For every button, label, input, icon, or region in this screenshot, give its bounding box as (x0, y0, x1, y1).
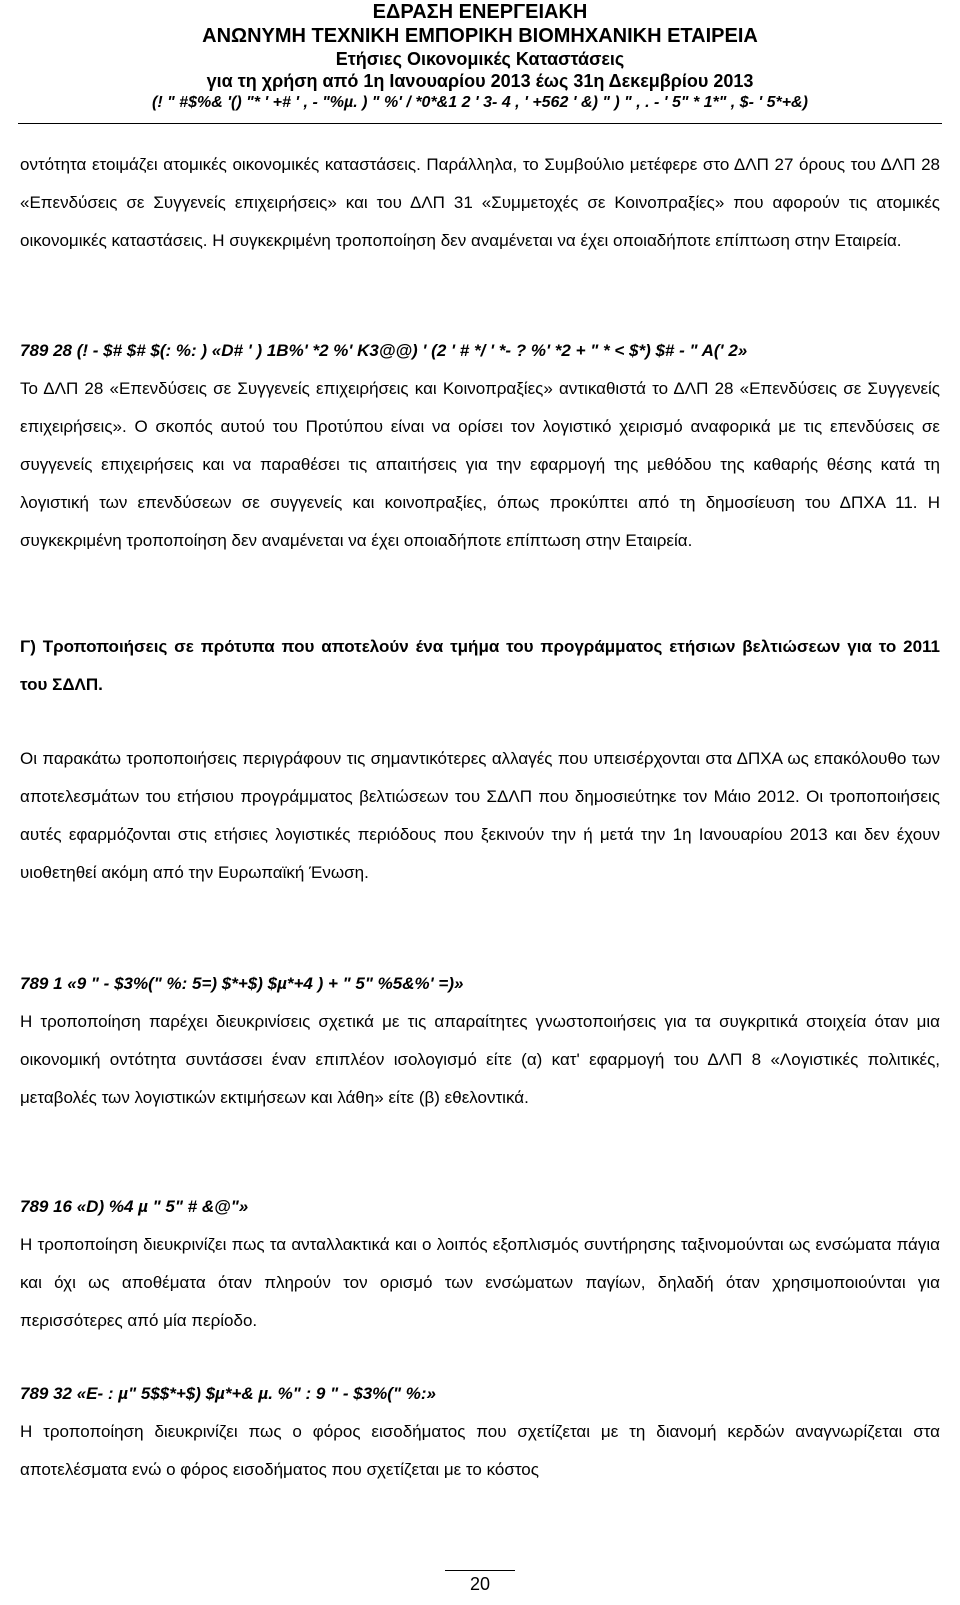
company-type-line: ΑΝΩΝΥΜΗ ΤΕΧΝΙΚΗ ΕΜΠΟΡΙΚΗ ΒΙΟΜΗΧΑΝΙΚΗ ΕΤΑΙΡΕΙΑ (202, 25, 758, 47)
report-title: Ετήσιες Οικονομικές Καταστάσεις (335, 49, 625, 69)
paragraph-annual-improvements: Οι παρακάτω τροποποιήσεις περιγράφουν τις σημαντικότερες αλλαγές που υπεισέρχονται στα ΔΠΧΑ ως επακόλουθο των αποτελεσμάτων του ετήσιου προγράμματος βελτιώσεων του ΣΔΛΠ που δημοσιεύτηκε τον Μάιο 2012. Οι τροποποιήσεις αυτές εφαρμόζονται στις ετήσιες λογιστικές περιόδους που ξεκινούν την ή μετά την 1η Ιανουαρίου 2013 και δεν έχουν υιοθετηθεί ακόμη από την Ευρωπαϊκή Ένωση. (20, 749, 940, 882)
heading-ias28: 789 28 (! - $# $# $(: %: ) «D# ' ) 1B%' *2 %' K3@@) ' (2 ' # */ ' *- ? %' *2 + " * < $*) $# - " A(' 2» (20, 341, 748, 360)
paragraph-ias1: Η τροποποίηση παρέχει διευκρινίσεις σχετικά με τις απαραίτητες γνωστοποιήσεις για τα συγκριτικά στοιχεία όταν μια οικονομική οντότητα συντάσσει έναν επιπλέον ισολογισμό είτε (α) κατ' εφαρμογή του ΔΛΠ 8 «Λογιστικές πολιτικές, μεταβολές των λογιστικών εκτιμήσεων και λάθη» είτε (β) εθελοντικά. (20, 1012, 940, 1107)
paragraph-ias32: Η τροποποίηση διευκρινίζει πως ο φόρος εισοδήματος που σχετίζεται με τη διανομή κερδών αναγνωρίζεται στα αποτελέσματα ενώ ο φόρος εισοδήματος που σχετίζεται με το κόστος (20, 1422, 940, 1479)
footer-divider (445, 1570, 515, 1571)
report-subtitle: (! " #$%& '() "* ' +# ' , - "%µ. ) " %' / *0*&1 2 ' 3- 4 , ' +562 ' &) " ) " , . - ' 5" * 1*" , $- ' 5*+&) (152, 94, 808, 111)
paragraph-ias16: Η τροποποίηση διευκρινίζει πως τα ανταλλακτικά και ο λοιπός εξοπλισμός συντήρησης ταξινομούνται ως ενσώματα πάγια και όχι ως αποθέματα όταν πληρούν τον ορισμό των ενσώματων παγίων, δηλαδή όταν χρησιμοποιούνται για περισσότερες από μία περίοδο. (20, 1235, 940, 1330)
heading-ias1: 789 1 «9 " - $3%(" %: 5=) $*+$) $µ*+4 ) + " 5" %5&%' =)» (20, 974, 464, 993)
document-header (0, 0, 960, 114)
heading-ias32: 789 32 «E- : µ" 5$$*+$) $µ*+& µ. %" : 9 " - $3%(" %:» (20, 1384, 436, 1403)
report-period: για τη χρήση από 1η Ιανουαρίου 2013 έως 31η Δεκεμβρίου 2013 (206, 71, 754, 91)
section-heading-annual-improvements: Γ) Τροποποιήσεις σε πρότυπα που αποτελούν ένα τμήμα του προγράμματος ετήσιων βελτιώσεων για το 2011 του ΣΔΛΠ. (20, 637, 940, 694)
page-number: 20 (469, 1574, 491, 1594)
heading-ias16: 789 16 «D) %4 µ " 5" # &@"» (20, 1197, 249, 1216)
paragraph-ias28: Το ΔΛΠ 28 «Επενδύσεις σε Συγγενείς επιχειρήσεις και Κοινοπραξίες» αντικαθιστά το ΔΛΠ 28 «Επενδύσεις σε Συγγενείς επιχειρήσεις». Ο σκοπός αυτού του Προτύπου είναι να ορίσει τον λογιστικό χειρισμό αναφορικά με τις επενδύσεις σε συγγενείς επιχειρήσεις και να παραθέσει τις απαιτήσεις για την εφαρμογή της μεθόδου της καθαρής θέσης κατά τη λογιστική των επενδύσεων σε συγγενείς και κοινοπραξίες, όπως προκύπτει από τη δημοσίευση του ΔΠΧΑ 11. Η συγκεκριμένη τροποποίηση δεν αναμένεται να έχει οποιαδήποτε επίπτωση στην Εταιρεία. (20, 379, 940, 550)
header-divider (18, 123, 942, 124)
company-name-line: ΕΔΡΑΣΗ ΕΝΕΡΓΕΙΑΚΗ (372, 1, 588, 23)
paragraph-intro: οντότητα ετοιμάζει ατομικές οικονομικές καταστάσεις. Παράλληλα, το Συμβούλιο μετέφερε στο ΔΛΠ 27 όρους του ΔΛΠ 28 «Επενδύσεις σε Συγγενείς επιχειρήσεις» και του ΔΛΠ 31 «Συμμετοχές σε Κοινοπραξίες» που αφορούν τις ατομικές οικονομικές καταστάσεις. Η συγκεκριμένη τροποποίηση δεν αναμένεται να έχει οποιαδήποτε επίπτωση στην Εταιρεία. (20, 155, 940, 250)
